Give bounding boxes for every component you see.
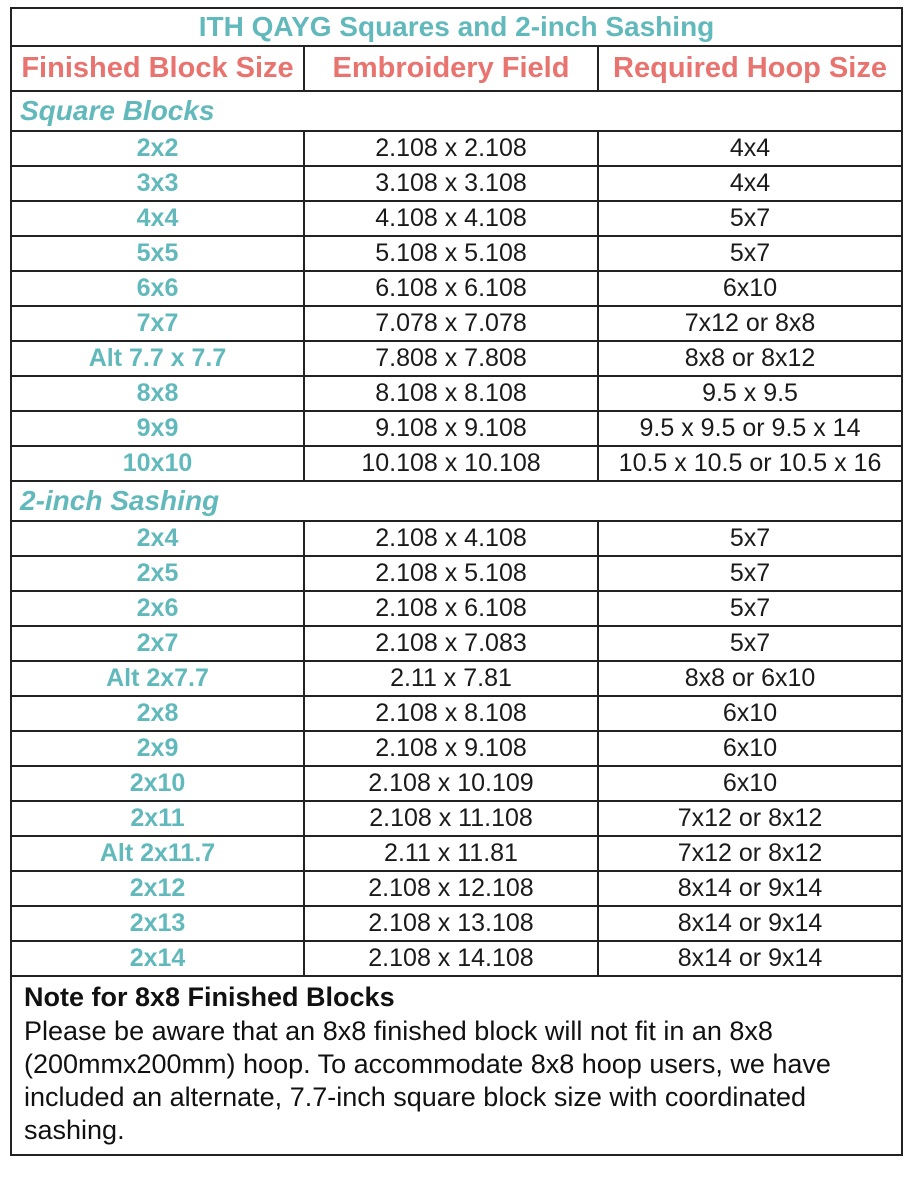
block-size-cell: 10x10 [11, 446, 304, 481]
embroidery-field-cell: 7.808 x 7.808 [304, 341, 598, 376]
hoop-size-cell: 10.5 x 10.5 or 10.5 x 16 [598, 446, 902, 481]
embroidery-field-cell: 5.108 x 5.108 [304, 236, 598, 271]
hoop-size-cell: 4x4 [598, 131, 902, 166]
block-size-cell: 2x2 [11, 131, 304, 166]
table-row [11, 731, 902, 766]
table-row [11, 411, 902, 446]
hoop-size-cell: 5x7 [598, 201, 902, 236]
embroidery-field-cell: 2.108 x 6.108 [304, 591, 598, 626]
table-title: ITH QAYG Squares and 2-inch Sashing [11, 8, 902, 46]
block-size-cell: 2x5 [11, 556, 304, 591]
table-row [11, 871, 902, 906]
column-header-row [11, 46, 902, 91]
embroidery-field-cell: 2.108 x 7.083 [304, 626, 598, 661]
embroidery-field-cell: 2.108 x 2.108 [304, 131, 598, 166]
title-row [11, 8, 902, 46]
embroidery-field-cell: 2.108 x 8.108 [304, 696, 598, 731]
block-size-cell: 9x9 [11, 411, 304, 446]
table-row [11, 271, 902, 306]
table-row [11, 131, 902, 166]
table-head [11, 8, 902, 91]
embroidery-field-cell: 2.108 x 9.108 [304, 731, 598, 766]
table-row [11, 696, 902, 731]
section-label: 2-inch Sashing [11, 481, 902, 521]
embroidery-field-cell: 2.108 x 4.108 [304, 521, 598, 556]
block-size-cell: 3x3 [11, 166, 304, 201]
block-size-cell: 8x8 [11, 376, 304, 411]
hoop-size-cell: 5x7 [598, 236, 902, 271]
hoop-size-cell: 6x10 [598, 271, 902, 306]
embroidery-field-cell: 9.108 x 9.108 [304, 411, 598, 446]
block-size-cell: 2x10 [11, 766, 304, 801]
hoop-size-cell: 5x7 [598, 556, 902, 591]
embroidery-field-cell: 2.108 x 11.108 [304, 801, 598, 836]
block-size-cell: 2x12 [11, 871, 304, 906]
table-row [11, 376, 902, 411]
column-header-required-hoop-size: Required Hoop Size [598, 46, 902, 91]
table-row [11, 626, 902, 661]
table-row [11, 661, 902, 696]
embroidery-field-cell: 2.108 x 5.108 [304, 556, 598, 591]
column-header-embroidery-field: Embroidery Field [304, 46, 598, 91]
block-size-cell: 2x13 [11, 906, 304, 941]
block-size-cell: Alt 7.7 x 7.7 [11, 341, 304, 376]
embroidery-field-cell: 10.108 x 10.108 [304, 446, 598, 481]
table-row [11, 941, 902, 976]
table-foot [11, 976, 902, 1155]
block-size-cell: 7x7 [11, 306, 304, 341]
table-row [11, 201, 902, 236]
embroidery-field-cell: 2.108 x 10.109 [304, 766, 598, 801]
hoop-size-cell: 7x12 or 8x12 [598, 801, 902, 836]
table-row [11, 446, 902, 481]
table-row [11, 341, 902, 376]
table-row [11, 591, 902, 626]
embroidery-field-cell: 2.108 x 13.108 [304, 906, 598, 941]
embroidery-field-cell: 2.108 x 12.108 [304, 871, 598, 906]
table-row [11, 236, 902, 271]
hoop-size-cell: 7x12 or 8x12 [598, 836, 902, 871]
block-size-cell: 2x4 [11, 521, 304, 556]
block-size-cell: 2x11 [11, 801, 304, 836]
table-row [11, 766, 902, 801]
hoop-size-cell: 8x14 or 9x14 [598, 871, 902, 906]
embroidery-field-cell: 3.108 x 3.108 [304, 166, 598, 201]
table-row [11, 166, 902, 201]
note-heading: Note for 8x8 Finished Blocks [24, 982, 395, 1012]
block-size-cell: 2x8 [11, 696, 304, 731]
table-row [11, 836, 902, 871]
embroidery-field-cell: 2.11 x 11.81 [304, 836, 598, 871]
block-size-cell: Alt 2x11.7 [11, 836, 304, 871]
embroidery-field-cell: 6.108 x 6.108 [304, 271, 598, 306]
note-cell [11, 976, 902, 1155]
table-row [11, 556, 902, 591]
hoop-size-cell: 6x10 [598, 696, 902, 731]
hoop-size-cell: 5x7 [598, 626, 902, 661]
table-row [11, 521, 902, 556]
hoop-size-cell: 5x7 [598, 521, 902, 556]
hoop-size-cell: 8x8 or 8x12 [598, 341, 902, 376]
hoop-size-cell: 4x4 [598, 166, 902, 201]
embroidery-field-cell: 2.108 x 14.108 [304, 941, 598, 976]
block-size-cell: 2x6 [11, 591, 304, 626]
embroidery-field-cell: 7.078 x 7.078 [304, 306, 598, 341]
table-row [11, 306, 902, 341]
hoop-size-cell: 8x8 or 6x10 [598, 661, 902, 696]
section-header-row [11, 91, 902, 131]
table-row [11, 906, 902, 941]
hoop-size-cell: 8x14 or 9x14 [598, 941, 902, 976]
hoop-size-cell: 6x10 [598, 731, 902, 766]
embroidery-field-cell: 4.108 x 4.108 [304, 201, 598, 236]
hoop-size-cell: 9.5 x 9.5 or 9.5 x 14 [598, 411, 902, 446]
block-size-cell: 2x14 [11, 941, 304, 976]
note-body: Please be aware that an 8x8 finished block will not fit in an 8x8 (200mmx200mm) hoop. To accommodate 8x8 hoop users, we have included an alternate, 7.7-inch square block size with coordinated sashing. [24, 1015, 831, 1146]
hoop-size-cell: 5x7 [598, 591, 902, 626]
block-size-cell: 5x5 [11, 236, 304, 271]
table-row [11, 801, 902, 836]
sizing-table [10, 7, 903, 1156]
block-size-cell: Alt 2x7.7 [11, 661, 304, 696]
hoop-size-cell: 8x14 or 9x14 [598, 906, 902, 941]
embroidery-field-cell: 2.11 x 7.81 [304, 661, 598, 696]
note-row [11, 976, 902, 1155]
block-size-cell: 2x7 [11, 626, 304, 661]
block-size-cell: 4x4 [11, 201, 304, 236]
table-body [11, 91, 902, 976]
hoop-size-cell: 7x12 or 8x8 [598, 306, 902, 341]
embroidery-field-cell: 8.108 x 8.108 [304, 376, 598, 411]
column-header-finished-block-size: Finished Block Size [11, 46, 304, 91]
section-label: Square Blocks [11, 91, 902, 131]
hoop-size-cell: 6x10 [598, 766, 902, 801]
hoop-size-cell: 9.5 x 9.5 [598, 376, 902, 411]
block-size-cell: 2x9 [11, 731, 304, 766]
section-header-row [11, 481, 902, 521]
block-size-cell: 6x6 [11, 271, 304, 306]
